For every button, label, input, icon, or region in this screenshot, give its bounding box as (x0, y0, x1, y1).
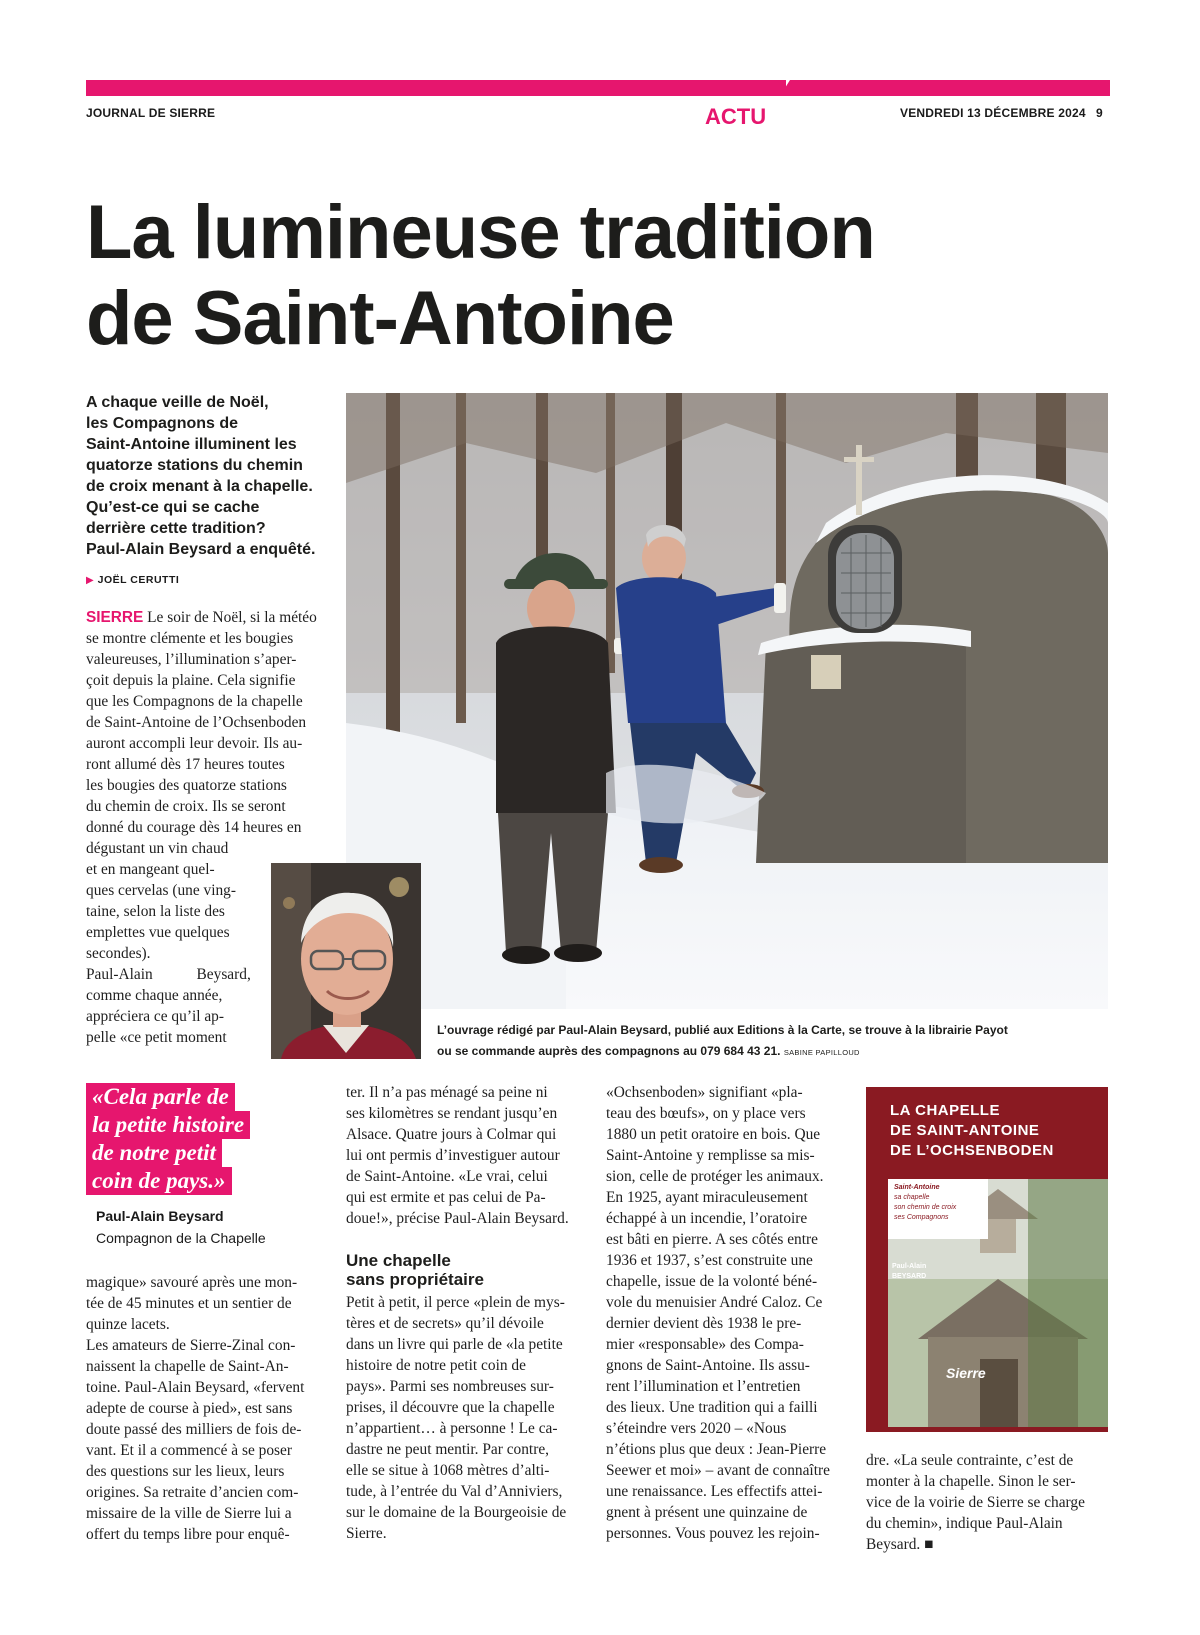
body-line: se montre clémente et les bougies (86, 630, 294, 647)
body-line: Sierre. (346, 1525, 387, 1542)
publication-name: JOURNAL DE SIERRE (86, 106, 216, 120)
header-rule-left (86, 80, 786, 96)
subhead-line-2: sans propriétaire (346, 1270, 484, 1289)
body-line: monter à la chapelle. Sinon le ser- (866, 1473, 1076, 1490)
lead-line: quatorze stations du chemin (86, 457, 303, 474)
photo-caption (437, 1020, 1137, 1063)
body-line: Le soir de Noël, si la météo (143, 609, 317, 626)
book-subtitle-line: ses Compagnons (894, 1214, 949, 1221)
portrait-photo (271, 863, 421, 1059)
book-subtitle-line: son chemin de croix (894, 1204, 957, 1211)
body-line: des lieux. Une tradition qui a failli (606, 1399, 818, 1416)
headline-line-1: La lumineuse tradition (86, 190, 875, 275)
byline (86, 574, 179, 586)
header-rule-right (790, 80, 1110, 96)
subhead-line-1: Une chapelle (346, 1251, 451, 1270)
book-cover (866, 1087, 1108, 1432)
body-line: auront accompli leur devoir. Ils au- (86, 735, 303, 752)
issue-date: VENDREDI 13 DÉCEMBRE 2024 (900, 106, 1086, 120)
book-title (890, 1101, 1054, 1161)
body-line: dastre ne peut mentir. Par contre, (346, 1441, 550, 1458)
pull-quote (86, 1083, 336, 1195)
body-line: Petit à petit, il perce «plein de mys- (346, 1294, 565, 1311)
book-subtitle-line: sa chapelle (894, 1194, 930, 1201)
body-line: des questions sur les lieux, leurs (86, 1463, 285, 1480)
caption-line-2: ou se commande auprès des compagnons au 079 684 43 21. (437, 1044, 781, 1058)
pull-quote-line: coin de pays.» (86, 1167, 232, 1195)
body-line: «Ochsenboden» signifiant «pla- (606, 1084, 803, 1101)
article-lead (86, 392, 331, 560)
body-line: tée de 45 minutes et un sentier de (86, 1295, 292, 1312)
body-line: sur le domaine de la Bourgeoisie de (346, 1504, 567, 1521)
body-line: secondes). (86, 945, 151, 962)
body-line: doue!», précise Paul-Alain Beysard. (346, 1210, 569, 1227)
body-line: n’appartient… à personne ! Le ca- (346, 1420, 558, 1437)
byline-triangle-icon: ▶ (86, 575, 95, 586)
body-line: quinze lacets. (86, 1316, 170, 1333)
body-line: sion, celle de protéger les animaux. (606, 1168, 824, 1185)
body-line: Alsace. Quatre jours à Colmar qui (346, 1126, 557, 1143)
body-line: vole du menuisier André Caloz. Ce (606, 1294, 823, 1311)
body-line: missaire de la ville de Sierre lui a (86, 1505, 292, 1522)
body-line: dernier devient dès 1938 le pre- (606, 1315, 802, 1332)
body-line: rent l’illumination et l’entretien (606, 1378, 801, 1395)
body-line: les bougies des quatorze stations (86, 777, 287, 794)
body-line: tères et de secrets» qu’il dévoile (346, 1315, 544, 1332)
headline-line-2: de Saint-Antoine (86, 276, 674, 361)
body-line: chapelle, issue de la volonté béné- (606, 1273, 818, 1290)
body-line: naissent la chapelle de Saint-An- (86, 1358, 289, 1375)
body-line: une renaissance. Les effectifs attei- (606, 1483, 823, 1500)
body-line: elle se situe à 1068 mètres d’alti- (346, 1462, 550, 1479)
pull-quote-name: Paul-Alain Beysard (96, 1208, 224, 1224)
page-number: 9 (1096, 106, 1103, 120)
byline-author: JOËL CERUTTI (97, 574, 180, 586)
body-col2-bottom (346, 1292, 584, 1544)
body-line: Seewer et moi» – avant de connaître (606, 1462, 830, 1479)
body-line: taine, selon la liste des (86, 903, 225, 920)
body-col2-top (346, 1082, 584, 1229)
body-line: 1880 un petit oratoire en bois. Que (606, 1126, 821, 1143)
book-author-line: Paul-Alain (892, 1263, 927, 1270)
body-line: offert du temps libre pour enquê- (86, 1526, 290, 1543)
body-line: pelle «ce petit moment (86, 1029, 227, 1046)
caption-line-1: L’ouvrage rédigé par Paul-Alain Beysard, publié aux Editions à la Carte, se trouve à la librairie Payot (437, 1023, 1008, 1037)
body-line: de Saint-Antoine. «Le vrai, celui (346, 1168, 548, 1185)
body-line: de Saint-Antoine de l’Ochsenboden (86, 714, 307, 731)
body-line: histoire de notre petit coin de (346, 1357, 526, 1374)
body-line: n’étions plus que deux : Jean-Pierre (606, 1441, 827, 1458)
body-line: du chemin de croix. Ils se seront (86, 798, 286, 815)
body-line: En 1925, ayant miraculeusement (606, 1189, 808, 1206)
lead-line: Paul-Alain Beysard a enquêté. (86, 541, 316, 558)
lead-line: derrière cette tradition? (86, 520, 266, 537)
main-photo (346, 393, 1108, 1009)
body-col1-narrow (86, 838, 256, 1048)
photo-credit: SABINE PAPILLOUD (783, 1048, 860, 1057)
body-line: dégustant un vin chaud (86, 840, 229, 857)
body-line: vant. Et il a commencé à se poser (86, 1442, 292, 1459)
body-line: du chemin», indique Paul-Alain (866, 1515, 1063, 1532)
body-line: Beysard. ■ (866, 1536, 934, 1553)
book-author (892, 1262, 926, 1282)
body-line: lui ont permis d’investiguer autour (346, 1147, 560, 1164)
body-line: ter. Il n’a pas ménagé sa peine ni (346, 1084, 548, 1101)
pull-quote-line: «Cela parle de (86, 1083, 235, 1111)
body-line: Les amateurs de Sierre-Zinal con- (86, 1337, 296, 1354)
body-line: tude, à l’entrée du Val d’Anniviers, (346, 1483, 563, 1500)
body-col1-top (86, 607, 326, 838)
body-line: ses kilomètres se rendant jusqu’en (346, 1105, 558, 1122)
body-line: est bâti en pierre. A ses côtés entre (606, 1231, 818, 1248)
kicker: SIERRE (86, 609, 144, 626)
body-line: toine. Paul-Alain Beysard, «fervent (86, 1379, 305, 1396)
book-title-line-3: DE L’OCHSENBODEN (890, 1142, 1054, 1159)
lead-line: Saint-Antoine illuminent les (86, 436, 297, 453)
portrait-illustration (271, 863, 421, 1059)
book-title-line-1: LA CHAPELLE (890, 1102, 1000, 1119)
chapel-photo-illustration (346, 393, 1108, 1009)
lead-line: les Compagnons de (86, 415, 239, 432)
lead-line: de croix menant à la chapelle. (86, 478, 313, 495)
body-line: Paul-Alain Beysard, (86, 966, 251, 983)
body-line: comme chaque année, (86, 987, 223, 1004)
subhead (346, 1251, 484, 1289)
body-line: appréciera ce qu’il ap- (86, 1008, 224, 1025)
body-line: et en mangeant quel- (86, 861, 215, 878)
pull-quote-role: Compagnon de la Chapelle (96, 1230, 266, 1246)
body-line: ques cervelas (une ving- (86, 882, 236, 899)
body-line: échappé à un incendie, l’oratoire (606, 1210, 808, 1227)
body-line: çoit depuis la plaine. Cela signifie (86, 672, 296, 689)
body-line: adepte de course à pied», est sans (86, 1400, 293, 1417)
body-line: gnent à présent une quinzaine de (606, 1504, 808, 1521)
book-place: Sierre (946, 1365, 986, 1381)
body-line: donné du courage dès 14 heures en (86, 819, 302, 836)
body-line: pays». Parmi ses nombreuses sur- (346, 1378, 554, 1395)
book-title-line-2: DE SAINT-ANTOINE (890, 1122, 1040, 1139)
body-line: Saint-Antoine y remplisse sa mis- (606, 1147, 815, 1164)
body-line: ront allumé dès 17 heures toutes (86, 756, 285, 773)
headline (86, 190, 1086, 362)
body-line: qui est ermite et pas celui de Pa- (346, 1189, 546, 1206)
pull-quote-line: la petite histoire (86, 1111, 250, 1139)
section-label: ACTU (705, 104, 767, 129)
book-subtitle (894, 1183, 956, 1223)
book-subtitle-line: Saint-Antoine (894, 1184, 940, 1191)
body-line: dans un livre qui parle de «la petite (346, 1336, 563, 1353)
body-line: valeureuses, l’illumination s’aper- (86, 651, 297, 668)
body-line: personnes. Vous pouvez les rejoin- (606, 1525, 820, 1542)
pull-quote-line: de notre petit (86, 1139, 222, 1167)
body-line: gnons de Saint-Antoine. Ils assu- (606, 1357, 810, 1374)
body-line: dre. «La seule contrainte, c’est de (866, 1452, 1074, 1469)
body-line: doute passé des milliers de fois de- (86, 1421, 302, 1438)
body-line: prises, il découvre que la chapelle (346, 1399, 555, 1416)
body-line: s’éteindre vers 2020 – «Nous (606, 1420, 787, 1437)
body-line: teau des bœufs», on y place vers (606, 1105, 806, 1122)
body-col3 (606, 1082, 846, 1544)
body-line: que les Compagnons de la chapelle (86, 693, 303, 710)
body-col4 (866, 1450, 1108, 1555)
body-line: vice de la voirie de Sierre se charge (866, 1494, 1085, 1511)
body-line: 1936 et 1937, s’est construite une (606, 1252, 813, 1269)
body-line: emplettes vue quelques (86, 924, 230, 941)
lead-line: A chaque veille de Noël, (86, 394, 269, 411)
lead-line: Qu’est-ce qui se cache (86, 499, 260, 516)
book-author-line: BEYSARD (892, 1273, 927, 1280)
body-line: origines. Sa retraite d’ancien com- (86, 1484, 299, 1501)
body-col1-bottom (86, 1272, 326, 1545)
body-line: magique» savouré après une mon- (86, 1274, 298, 1291)
body-line: mier «responsable» des Compa- (606, 1336, 804, 1353)
